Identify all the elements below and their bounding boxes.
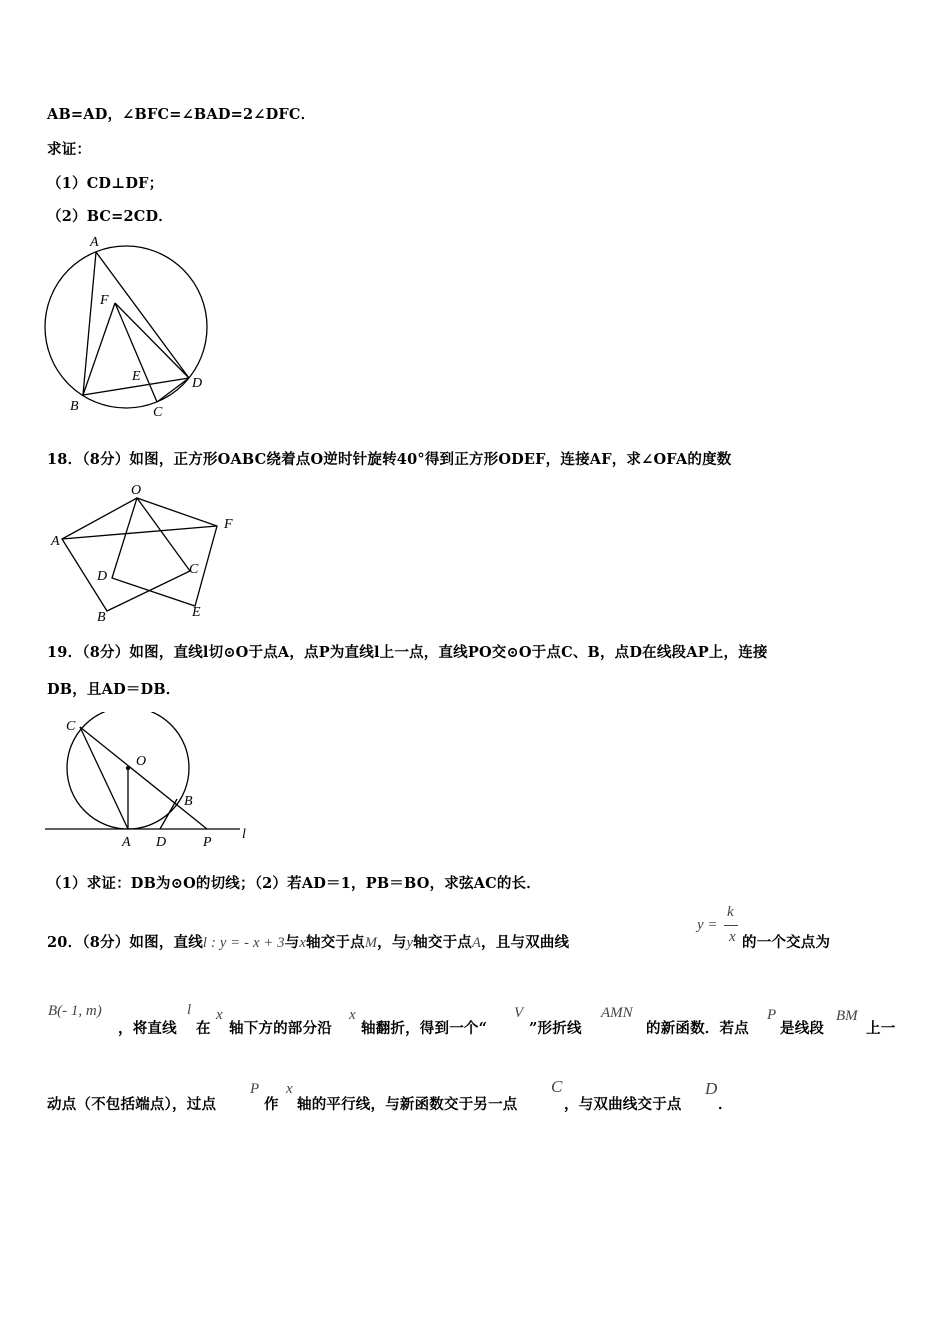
q20-t7: 的一个交点为 — [742, 934, 831, 951]
q20-t8: ，将直线 — [118, 1020, 177, 1037]
q20-t15: 上一 — [866, 1020, 896, 1037]
q18-text: 18．（8分）如图，正方形OABC绕着点O逆时针旋转40°得到正方形ODEF，连接AF，求∠OFA的度数 — [47, 451, 732, 468]
q20-t20: ． — [718, 1096, 733, 1113]
label-a: A — [122, 835, 131, 850]
label-f: F — [100, 293, 109, 308]
q19-figure — [40, 712, 260, 852]
q20-x1: x — [299, 935, 307, 951]
label-o: O — [131, 483, 142, 498]
q20-D: D — [705, 1079, 718, 1098]
q20-t14: 是线段 — [780, 1020, 825, 1037]
q20-t9: 在 — [196, 1020, 211, 1037]
q20-l: l — [187, 1002, 192, 1018]
q20-t4: ，与 — [377, 934, 407, 951]
label-o: O — [136, 754, 147, 769]
label-d: D — [97, 569, 108, 584]
q20-line1 — [47, 931, 569, 952]
q17-prove-label: 求证： — [47, 141, 92, 158]
q17-given: AB=AD，∠BFC=∠BAD=2∠DFC． — [47, 106, 316, 123]
q17-figure — [40, 230, 220, 425]
q20-P2: P — [250, 1081, 260, 1097]
q20-t10: 轴下方的部分沿 — [229, 1020, 332, 1037]
label-a: A — [51, 534, 60, 549]
q20-t13: 的新函数．若点 — [646, 1020, 749, 1037]
q19-line2: DB，且AD＝DB． — [47, 681, 181, 698]
q19-parts: （1）求证：DB为⊙O的切线；（2）若AD＝1，PB＝BO，求弦AC的长． — [47, 875, 541, 892]
q20-t2: 与 — [284, 934, 300, 951]
q20-y1: y — [406, 935, 414, 951]
fraction-bar — [724, 925, 738, 926]
q20-t12: ”形折线 — [529, 1020, 582, 1037]
label-d: D — [192, 376, 203, 391]
q20-t11: 轴翻折，得到一个“ — [361, 1020, 488, 1037]
q20-C: C — [551, 1077, 563, 1096]
q20-eq-line: l : y = - x + 3 — [202, 935, 285, 951]
q20-bpt: B(- 1, m) — [48, 1003, 102, 1019]
label-c: C — [189, 562, 199, 577]
q20-t19: ，与双曲线交于点 — [564, 1096, 682, 1113]
q20-AMN: AMN — [601, 1005, 633, 1021]
q20-BM: BM — [836, 1008, 858, 1024]
label-b: B — [70, 399, 79, 414]
q20-M: M — [364, 935, 378, 951]
q20-t3: 轴交于点 — [306, 934, 365, 951]
q20-t1: 20．（8分）如图，直线 — [47, 934, 203, 951]
label-p: P — [203, 835, 212, 850]
q20-V: V — [514, 1005, 524, 1021]
q17-part2: （2）BC=2CD． — [47, 208, 174, 225]
q17-part1: （1）CD⊥DF； — [47, 175, 164, 192]
q20-P: P — [767, 1007, 777, 1023]
q20-hyp-k: k — [727, 904, 734, 920]
q20-x2: x — [216, 1007, 223, 1023]
q20-hyp-y: y = — [697, 917, 718, 933]
q20-hyp-x: x — [729, 929, 736, 945]
label-e: E — [132, 369, 141, 384]
label-c: C — [66, 719, 76, 734]
q20-t6: ，且与双曲线 — [481, 934, 570, 951]
q18-figure — [45, 478, 245, 628]
label-c: C — [153, 405, 163, 420]
label-l: l — [242, 827, 246, 842]
label-a: A — [90, 235, 99, 250]
q19-line1: 19．（8分）如图，直线l切⊙O于点A，点P为直线l上一点，直线PO交⊙O于点C、B，点D在线段AP上，连接 — [47, 644, 768, 661]
q20-x3: x — [349, 1007, 356, 1023]
label-d: D — [156, 835, 167, 850]
q20-t16: 动点（不包括端点），过点 — [47, 1096, 217, 1113]
q20-A: A — [471, 935, 482, 951]
q20-t17: 作 — [264, 1096, 279, 1113]
label-f: F — [224, 517, 233, 532]
q20-x4: x — [286, 1081, 293, 1097]
label-b: B — [184, 794, 193, 809]
label-b: B — [97, 610, 106, 625]
label-e: E — [192, 605, 201, 620]
q20-t5: 轴交于点 — [413, 934, 472, 951]
q20-line2 — [118, 1017, 177, 1038]
q20-t18: 轴的平行线，与新函数交于另一点 — [297, 1096, 518, 1113]
